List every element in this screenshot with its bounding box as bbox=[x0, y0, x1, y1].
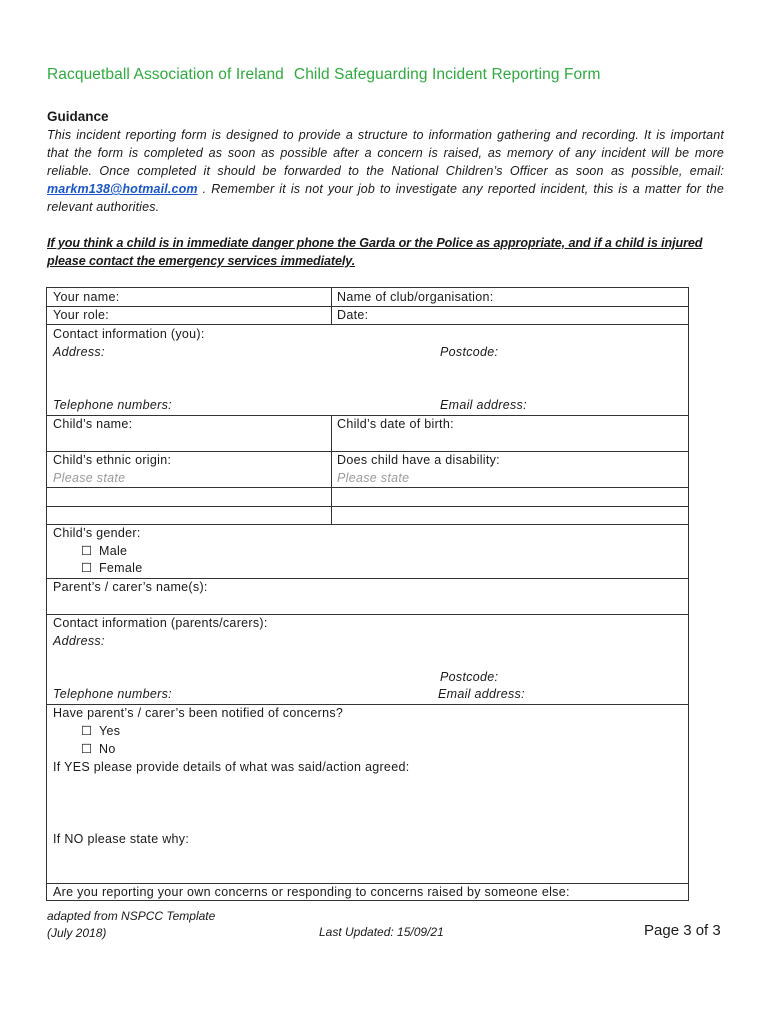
date-field[interactable]: Date: bbox=[337, 308, 369, 322]
disability-input[interactable]: Please state bbox=[337, 471, 410, 485]
checkbox-icon[interactable]: ☐ bbox=[81, 742, 93, 756]
ethnic-origin-input[interactable]: Please state bbox=[53, 471, 126, 485]
parent-telephone-field[interactable]: Telephone numbers: bbox=[53, 687, 172, 701]
contact-parents-label: Contact information (parents/carers): bbox=[53, 616, 268, 630]
footer-last-updated: Last Updated: 15/09/21 bbox=[319, 925, 444, 939]
your-telephone-field[interactable]: Telephone numbers: bbox=[53, 398, 172, 412]
organisation-name: Racquetball Association of Ireland bbox=[47, 66, 284, 83]
notified-yes-option[interactable]: ☐ Yes bbox=[81, 724, 121, 738]
club-name-field[interactable]: Name of club/organisation: bbox=[337, 290, 494, 304]
guidance-heading: Guidance bbox=[47, 109, 109, 124]
child-disability-label: Does child have a disability: bbox=[337, 453, 500, 467]
contact-you-label: Contact information (you): bbox=[53, 327, 205, 341]
checkbox-icon[interactable]: ☐ bbox=[81, 544, 93, 558]
your-name-field[interactable]: Your name: bbox=[53, 290, 120, 304]
parent-address-field[interactable]: Address: bbox=[53, 634, 105, 648]
reporting-own-concerns-field[interactable]: Are you reporting your own concerns or responding to concerns raised by someone else: bbox=[53, 885, 570, 899]
if-no-reason-field[interactable]: If NO please state why: bbox=[53, 832, 190, 846]
parent-names-field[interactable]: Parent’s / carer’s name(s): bbox=[53, 580, 208, 594]
checkbox-icon[interactable]: ☐ bbox=[81, 561, 93, 575]
page-number: Page 3 of 3 bbox=[644, 922, 721, 939]
child-ethnic-origin-label: Child’s ethnic origin: bbox=[53, 453, 172, 467]
gender-female-option[interactable]: ☐ Female bbox=[81, 561, 143, 575]
child-gender-label: Child’s gender: bbox=[53, 526, 141, 540]
contact-email-link[interactable]: markm138@hotmail.com bbox=[47, 182, 198, 196]
gender-male-option[interactable]: ☐ Male bbox=[81, 544, 128, 558]
your-postcode-field[interactable]: Postcode: bbox=[440, 345, 499, 359]
notified-no-option[interactable]: ☐ No bbox=[81, 742, 116, 756]
form-title: Child Safeguarding Incident Reporting Form bbox=[293, 66, 601, 83]
incident-form-table bbox=[46, 287, 689, 901]
your-email-field[interactable]: Email address: bbox=[440, 398, 527, 412]
parent-email-field[interactable]: Email address: bbox=[438, 687, 525, 701]
parent-postcode-field[interactable]: Postcode: bbox=[440, 670, 499, 684]
child-name-field[interactable]: Child’s name: bbox=[53, 417, 133, 431]
your-role-field[interactable]: Your role: bbox=[53, 308, 110, 322]
guidance-text: This incident reporting form is designed to provide a structure to information gathering and recording. It is important that the form is completed as soon as possible after a concern is raised, as memory of any incident will be more reliable. Once completed it should be forwarded to the National Children’s Officer as soon as possible, email: markm138@hotmail.com . Remember it is not your job to investigate any reported incident, this is a matter for the relevant authorities. bbox=[47, 128, 724, 214]
document-title bbox=[47, 66, 601, 84]
your-address-field[interactable]: Address: bbox=[53, 345, 105, 359]
child-dob-field[interactable]: Child’s date of birth: bbox=[337, 417, 454, 431]
emergency-warning: If you think a child is in immediate danger phone the Garda or the Police as appropriate, and if a child is injured please contact the emergency services immediately. bbox=[47, 236, 703, 268]
checkbox-icon[interactable]: ☐ bbox=[81, 724, 93, 738]
if-yes-details-field[interactable]: If YES please provide details of what was said/action agreed: bbox=[53, 760, 410, 774]
footer-source: adapted from NSPCC Template (July 2018) bbox=[47, 909, 216, 940]
parents-notified-label: Have parent’s / carer’s been notified of concerns? bbox=[53, 706, 344, 720]
